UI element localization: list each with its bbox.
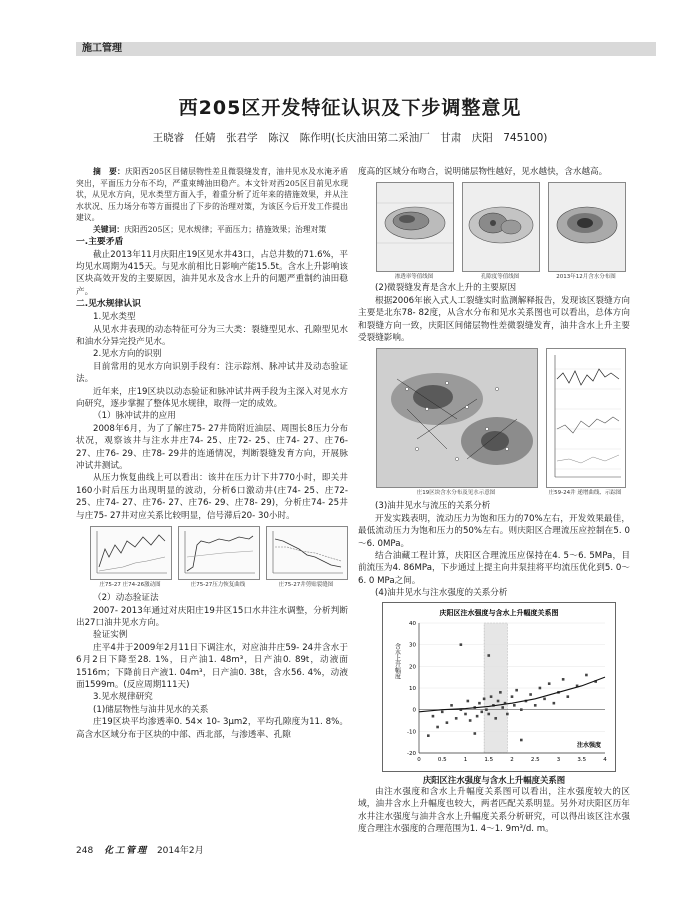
data-point — [539, 686, 542, 689]
figure-caption: 庄75-27压力恢复曲线 — [190, 582, 246, 589]
porosity-map — [463, 183, 539, 271]
data-point — [553, 702, 556, 705]
figure-caption: 庄75-27 庄74-26激动图 — [99, 582, 161, 589]
data-point — [499, 691, 502, 694]
chart-caption: 庆阳区注水强度与含水上升幅度关系图 — [422, 774, 566, 785]
paragraph: 验证实例 — [93, 630, 128, 641]
article-title: 西205区开发特征认识及下步调整意见 — [178, 97, 522, 119]
x-tick-label: 0.5 — [437, 756, 447, 763]
contour-map-permeability — [376, 182, 454, 272]
data-point — [515, 689, 518, 692]
watercut-distribution-svg — [377, 349, 537, 487]
subheading: （2）动态验证法 — [93, 593, 159, 604]
x-tick-label: 2 — [510, 756, 514, 763]
paragraph: 近年来，庄19区块以动态验证和脉冲试井两手段为主深入对见水方向研究，逐步掌握了整体见水规律，取得一定的成效。 — [76, 386, 348, 410]
y-tick-label: 0 — [412, 707, 416, 714]
data-point — [487, 654, 490, 657]
data-point — [476, 715, 479, 718]
data-point — [534, 704, 537, 707]
abstract — [76, 166, 348, 224]
figure-caption: 庄75-27井剪贴裂缝图 — [278, 582, 334, 589]
abstract-label: 摘 要： — [93, 167, 126, 176]
trend-line — [419, 677, 605, 712]
right-column — [358, 166, 630, 835]
figure-pulse-test — [90, 526, 346, 590]
x-tick-label: 1 — [463, 756, 468, 763]
pulse-chart-3 — [267, 527, 347, 579]
subheading: 2.见水方向的识别 — [93, 349, 162, 360]
pulse-panel-1 — [90, 526, 172, 580]
y-tick-label: -20 — [407, 750, 416, 757]
data-point — [494, 717, 497, 720]
y-tick-label: 20 — [409, 664, 416, 671]
paragraph: 目前常用的见水方向识别手段有：注示踪剂、脉冲试井及动态验证法。 — [76, 361, 348, 385]
data-point — [483, 697, 486, 700]
keywords — [76, 224, 348, 236]
data-point — [520, 708, 523, 711]
contour-map-porosity — [462, 182, 540, 272]
data-point — [450, 704, 453, 707]
subheading: (1)储层物性与油井见水的关系 — [93, 704, 209, 715]
subheading: 1.见水类型 — [93, 312, 136, 323]
well-decline-svg — [547, 349, 625, 487]
y-tick-label: 10 — [409, 685, 416, 692]
figure-caption: 庄59-24井 递增曲线、示踪图 — [548, 490, 622, 497]
x-tick-label: 3 — [556, 756, 561, 763]
y-tick-label: 30 — [409, 642, 416, 649]
paragraph: 由注水强度和含水上升幅度关系图可以看出，注水强度较大的区域，油井含水上升幅度也较大，两者匹配关系明显。另外对庆阳区历年水井注水强度与油井含水上升幅度关系分析研究，可以得出该区注水强度合理注水强度的合理范围为1. 4～1. 9m³/d. m。 — [358, 786, 630, 834]
x-tick-label: 3.5 — [577, 756, 587, 763]
data-point — [567, 695, 570, 698]
pulse-panel-2 — [178, 526, 260, 580]
section-heading-2: 二.见水规律认识 — [76, 299, 141, 310]
contour-map-watercut — [548, 182, 626, 272]
paragraph: 从压力恢复曲线上可以看出：该井在压力计下井770小时，即关井160小时后压力出现明显的波动，分析6口激动井(庄74- 25、庄72- 25、庄74- 27、庄76- 27、庄76- 29、庄78- 29)，分析庄74- 25井与庄75- 27井对应关系比较明显，信号滞后20- 30小时。 — [76, 473, 348, 521]
subheading: (4)油井见水与注水强度的关系分析 — [375, 588, 508, 599]
scatter-chart — [383, 603, 615, 771]
subheading: (2)微裂缝发育是含水上升的主要原因 — [375, 283, 517, 294]
data-point — [460, 643, 463, 646]
data-point — [497, 699, 500, 702]
paragraph: 开发实践表明，流动压力为饱和压力的70%左右，开发效果最佳，最低流动压力为饱和压力的50%左右。则庆阳区合理流压应控制在5. 0～6. 0MPa。 — [358, 513, 630, 549]
figure-caption: 孔隙度等值线图 — [480, 274, 520, 281]
data-point — [436, 725, 439, 728]
permeability-map — [377, 183, 453, 271]
data-point — [501, 706, 504, 709]
figure-caption: 渗透率等值线图 — [394, 274, 434, 281]
data-point — [467, 699, 470, 702]
data-point — [585, 673, 588, 676]
x-tick-label: 1.5 — [484, 756, 494, 763]
x-axis-label: 注水强度 — [576, 741, 601, 749]
data-point — [427, 734, 430, 737]
keywords-text: 庆阳西205区；见水规律；平面压力；措施效果；治理对策 — [124, 224, 327, 234]
figure-watercut-map — [376, 348, 624, 498]
data-point — [520, 738, 523, 741]
paragraph: 结合油藏工程计算，庆阳区合理流压应保持在4. 5～6. 5MPa，目前流压为4. 86MPa，下步通过上提主向井泵挂将平均流压优化到5. 0～6. 0 MPa之间。 — [358, 551, 630, 586]
keywords-label: 关键词： — [93, 224, 125, 234]
data-point — [562, 678, 565, 681]
watercut-distribution-map — [376, 348, 538, 488]
data-point — [511, 695, 514, 698]
data-point — [490, 695, 493, 698]
data-point — [543, 697, 546, 700]
paragraph: 截止2013年11月庆阳庄19区见水井43口，占总井数的71.6%，平均见水周期为415天。与见水前相比日影响产能15.5t。含水上升影响该区块高效开发的主要原因，油井见水及含水上升的问题严重制约油田稳产。 — [76, 249, 348, 297]
paragraph: 庄平4井于2009年2月11日下调注水，对应油井庄59- 24井含水于6月2日下降至28. 1%，日产油1. 48m³，日产油0. 89t，动液面1516m；下降前日产液1. 04m³，日产油0. 38t，含水56. 4%，动液面1599m。(反应周期111天) — [76, 642, 348, 690]
journal-name: 化工管理 — [104, 846, 149, 856]
data-point — [485, 708, 488, 711]
section-heading-1: 一.主要矛盾 — [76, 236, 124, 247]
watercut-map — [549, 183, 625, 271]
x-tick-label: 4 — [603, 756, 607, 763]
data-point — [487, 712, 490, 715]
chart-title: 庆阳区注水强度与含水上升幅度关系图 — [439, 608, 559, 617]
issue-date: 2014年2月 — [156, 846, 204, 856]
pulse-chart-1 — [91, 527, 171, 579]
y-tick-label: -10 — [407, 729, 416, 736]
subheading: (3)油井见水与流压的关系分析 — [375, 501, 491, 512]
figure-contour-maps — [376, 182, 624, 280]
y-tick-label: 40 — [409, 620, 416, 627]
paragraph: 从见水井表现的动态特征可分为三大类：裂缝型见水、孔隙型见水和油水分异完投产见水。 — [76, 324, 348, 347]
left-column — [76, 166, 348, 741]
data-point — [548, 682, 551, 685]
data-point — [474, 732, 477, 735]
data-point — [480, 710, 483, 713]
paragraph: 2007- 2013年通过对庆阳庄19井区15口水井注水调整，分析判断出27口油井见水方向。 — [76, 605, 348, 628]
page-footer — [76, 843, 204, 856]
paragraph: 庄19区块平均渗透率0. 54× 10- 3μm2，平均孔隙度为11. 8%。高含水区域分布于区块的中部、西北部，与渗透率、孔隙 — [76, 717, 348, 740]
data-point — [529, 693, 532, 696]
paragraph: 2008年6月，为了了解庄75- 27井筒附近油层、周围长8压力分布状况，观察该井与注水井庄74- 25、庄72- 25、庄74- 27、庄76- 27、庄76- 29、庄78- 29井的连通情况，判断裂缝发育方向，开展脉冲试井测试。 — [76, 423, 348, 472]
well-decline-plot — [546, 348, 626, 488]
data-point — [464, 712, 467, 715]
x-tick-label: 0 — [417, 756, 421, 763]
paragraph: 度高的区域分布吻合，说明储层物性越好，见水越快，含水越高。 — [358, 167, 608, 177]
x-tick-label: 2.5 — [530, 756, 540, 763]
pulse-panel-3 — [266, 526, 348, 580]
subheading: （1）脉冲试井的应用 — [93, 411, 176, 422]
data-point — [455, 717, 458, 720]
page-number: 248 — [76, 846, 94, 856]
data-point — [478, 702, 481, 705]
subheading: 3.见水规律研究 — [93, 692, 153, 703]
scatter-chart-frame — [382, 602, 616, 772]
section-label: 施工管理 — [82, 43, 122, 54]
figure-caption: 庄19区块含水分布及见水示意图 — [416, 490, 496, 497]
data-point — [513, 704, 516, 707]
data-point — [432, 715, 435, 718]
data-point — [469, 719, 472, 722]
pulse-chart-2 — [179, 527, 259, 579]
author-line: 王晓睿 任婧 张君学 陈汉 陈作明(长庆油田第二采油厂 甘肃 庆阳 745100) — [152, 132, 548, 144]
data-point — [441, 710, 444, 713]
section-tab — [76, 42, 656, 56]
paragraph: 根据2006年嵌入式人工裂缝实时监测解释报告，发现该区裂缝方向主要是北东78- 82度，从含水分布和见水关系图也可以看出，总体方向和裂缝方向一致，庆阳区间储层物性差微裂缝发育，油井含水上升主要受裂缝影响。 — [358, 295, 630, 344]
figure-caption: 2013年12月含水分布图 — [556, 274, 616, 281]
data-point — [446, 721, 449, 724]
data-point — [506, 712, 509, 715]
y-axis-label: 含水上升幅度 — [393, 642, 401, 679]
abstract-text: 庆阳西205区目储层物性差且微裂缝发育，油井见水及水淹矛盾突出，平面压力分布不均，严重束缚油田稳产。本文针对西205区目前见水现状，从见水方向，见水类型方面入手，着重分析了近年来的措施效果，并从注水状况、压力场分布等方面提出了下步的治理对策，为该区今后开发工作提出建议。 — [76, 167, 348, 223]
